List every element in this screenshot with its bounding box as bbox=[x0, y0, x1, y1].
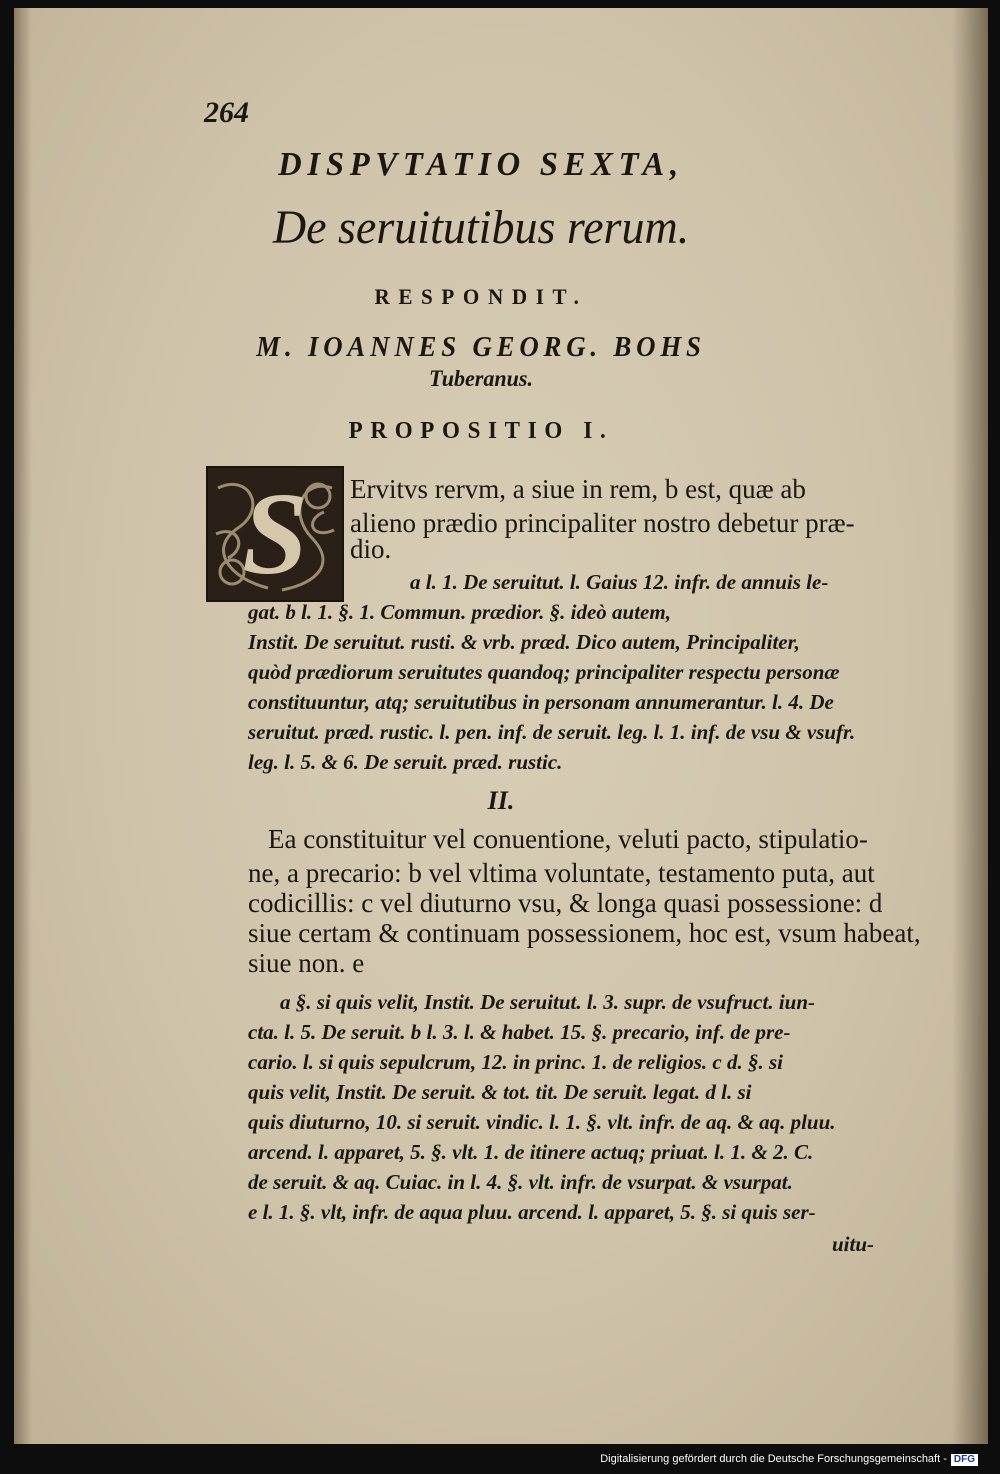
prop1-note: a l. 1. De seruitut. l. Gaius 12. infr. de annuis le- bbox=[410, 570, 829, 594]
initial-letter: S bbox=[242, 468, 308, 599]
prop2-line: siue non. e bbox=[248, 948, 365, 978]
decorated-initial bbox=[206, 466, 344, 602]
catchword: uitu- bbox=[832, 1232, 875, 1256]
prop2-note: quis velit, Instit. De seruit. & tot. tit. De seruit. legat. d l. si bbox=[248, 1080, 752, 1104]
prop2-line: Ea constituitur vel conuentione, veluti pacto, stipulatio- bbox=[268, 824, 868, 854]
prop1-note: gat. b l. 1. §. 1. Commun. prædior. §. ideò autem, bbox=[248, 600, 671, 624]
prop2-line: siue certam & continuam possessionem, hoc est, vsum habeat, bbox=[248, 918, 921, 948]
prop2-note: cta. l. 5. De seruit. b l. 3. l. & habet. 15. §. precario, inf. de pre- bbox=[248, 1020, 791, 1044]
page-number: 264 bbox=[204, 96, 249, 129]
prop1-note: seruitut. præd. rustic. l. pen. inf. de seruit. leg. l. 1. inf. de vsu & vsufr. bbox=[248, 720, 856, 744]
prop1-note: quòd prædiorum seruitutes quandoq; principaliter respectu personæ bbox=[248, 660, 840, 684]
disputation-title: DISPVTATIO SEXTA, bbox=[278, 146, 684, 183]
prop2-note: e l. 1. §. vlt, infr. de aqua pluu. arcend. l. apparet, 5. §. si quis ser- bbox=[248, 1200, 816, 1224]
book-page bbox=[14, 8, 988, 1444]
prop1-note: Instit. De seruitut. rusti. & vrb. præd. Dico autem, Principaliter, bbox=[248, 630, 800, 654]
digitization-credit bbox=[600, 1453, 978, 1466]
prop2-note: a §. si quis velit, Instit. De seruitut. l. 3. supr. de vsufruct. iun- bbox=[280, 990, 816, 1014]
prop1-note: constituuntur, atq; seruitutibus in personam annumerantur. l. 4. De bbox=[248, 690, 834, 714]
prop2-note: de seruit. & aq. Cuiac. in l. 4. §. vlt. infr. de vsurpat. & vsurpat. bbox=[248, 1170, 793, 1194]
respondit-label: RESPONDIT. bbox=[374, 284, 588, 309]
dfg-logo: DFG bbox=[951, 1454, 978, 1466]
prop2-line: codicillis: c vel diuturno vsu, & longa quasi possessione: d bbox=[248, 888, 883, 918]
proposition-heading: PROPOSITIO I. bbox=[348, 418, 614, 444]
prop2-heading: II. bbox=[487, 786, 515, 815]
disputation-subtitle: De seruitutibus rerum. bbox=[272, 201, 690, 254]
prop1-line: Ervitvs rervm, a siue in rem, b est, quæ ab bbox=[350, 474, 806, 504]
prop1-note: leg. l. 5. & 6. De seruit. præd. rustic. bbox=[248, 750, 563, 774]
respondent-origin: Tuberanus. bbox=[429, 366, 534, 391]
prop2-note: arcend. l. apparet, 5. §. vlt. 1. de itinere actuq; priuat. l. 1. & 2. C. bbox=[248, 1140, 814, 1164]
prop1-line: alieno prædio principaliter nostro debetur præ- bbox=[350, 508, 855, 538]
prop1-line: dio. bbox=[350, 534, 392, 564]
respondent-name: M. IOANNES GEORG. BOHS bbox=[256, 332, 706, 363]
prop2-line: ne, a precario: b vel vltima voluntate, testamento puta, aut bbox=[248, 858, 875, 888]
credit-text: Digitalisierung gefördert durch die Deutsche Forschungsgemeinschaft - bbox=[600, 1453, 947, 1465]
prop2-note: quis diuturno, 10. si seruit. vindic. l. 1. §. vlt. infr. de aq. & aq. pluu. bbox=[248, 1110, 836, 1134]
prop2-note: cario. l. si quis sepulcrum, 12. in princ. 1. de religios. c d. §. si bbox=[248, 1050, 783, 1074]
page-shadow-right bbox=[952, 8, 988, 1444]
